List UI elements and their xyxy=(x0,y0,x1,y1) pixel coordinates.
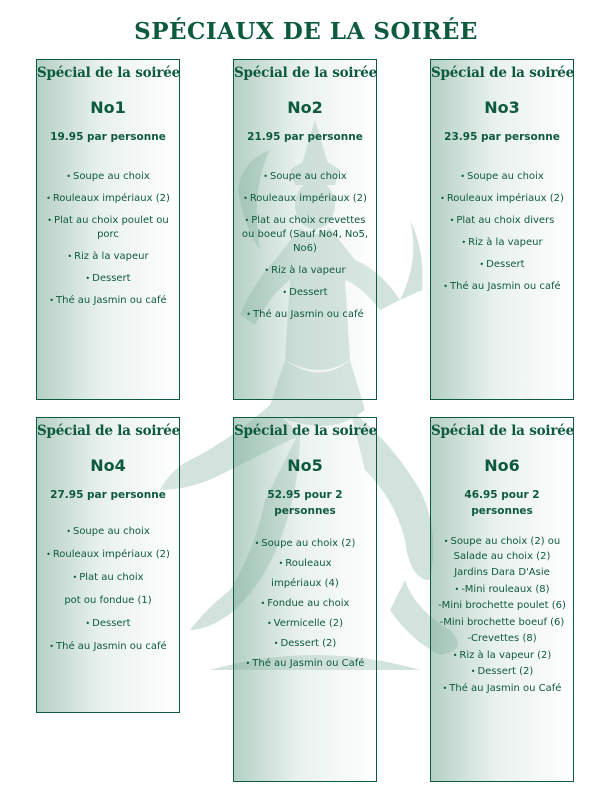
menu-item-text: Riz à la vapeur xyxy=(74,251,149,262)
bullet-icon: • xyxy=(443,282,449,291)
bullet-icon: • xyxy=(85,274,91,283)
menu-item-text: Soupe au choix xyxy=(72,526,150,537)
menu-item xyxy=(435,649,569,664)
bullet-icon: • xyxy=(254,539,260,548)
menu-item xyxy=(238,192,372,206)
menu-item-text: Dessert (2) xyxy=(477,666,534,677)
menu-item-text: Rouleaux xyxy=(285,558,332,569)
menu-item xyxy=(238,286,372,300)
bullet-icon: • xyxy=(66,527,71,536)
menu-item-text: Rouleaux impériaux (2) xyxy=(446,193,564,204)
menu-item xyxy=(435,632,569,647)
page-title: SPÉCIAUX DE LA SOIRÉE xyxy=(134,18,478,45)
menu-item-text: Dessert (2) xyxy=(280,638,337,649)
card-header: Spécial de la soirée xyxy=(234,65,378,81)
menu-item xyxy=(435,214,569,228)
menu-items-list xyxy=(431,170,573,294)
bullet-icon: • xyxy=(46,194,51,203)
bullet-icon: • xyxy=(452,650,458,660)
menu-item xyxy=(238,214,372,256)
menu-item-text: Rouleaux impériaux (2) xyxy=(52,193,170,204)
bullet-icon: • xyxy=(443,537,449,546)
menu-item xyxy=(238,308,372,322)
menu-item-text: Riz à la vapeur xyxy=(468,237,543,248)
bullet-icon: • xyxy=(461,238,467,247)
special-card-4 xyxy=(36,417,180,713)
menu-item xyxy=(41,617,175,631)
special-card-1 xyxy=(36,59,180,400)
card-number: No6 xyxy=(484,456,520,475)
menu-item xyxy=(238,657,372,671)
menu-item xyxy=(238,637,372,651)
menu-item xyxy=(41,192,175,206)
menu-item-text: Thé au Jasmin ou café xyxy=(56,295,167,306)
menu-item-text: Plat au choix divers xyxy=(456,215,555,226)
menu-item xyxy=(238,577,372,591)
card-header: Spécial de la soirée xyxy=(431,423,575,439)
special-card-6 xyxy=(430,417,574,782)
menu-item-text: -Mini rouleaux (8) xyxy=(461,583,550,595)
menu-item xyxy=(41,525,175,539)
menu-item-text: Dessert xyxy=(289,287,328,298)
bullet-icon: • xyxy=(260,599,266,608)
menu-item-text: -Mini brochette boeuf (6) xyxy=(439,616,565,628)
menu-items-list xyxy=(234,537,376,671)
menu-items-list xyxy=(234,170,376,322)
menu-item xyxy=(41,170,175,184)
bullet-icon: • xyxy=(282,288,288,297)
menu-item-text: Dessert xyxy=(92,273,131,284)
bullet-icon: • xyxy=(246,310,252,319)
menu-item xyxy=(435,682,569,697)
menu-item xyxy=(238,557,372,571)
card-number: No4 xyxy=(90,456,126,475)
menu-item-text: Soupe au choix (2) ou Salade au choix (2) xyxy=(450,536,561,562)
menu-item xyxy=(238,170,372,184)
menu-item-text: Jardins Dara D'Asie xyxy=(454,567,550,578)
menu-item xyxy=(41,272,175,286)
menu-item-text: Thé au Jasmin ou café xyxy=(56,641,167,652)
menu-item-text: -Mini brochette poulet (6) xyxy=(438,600,566,611)
menu-item xyxy=(41,594,175,608)
menu-item-text: Thé au Jasmin ou café xyxy=(450,281,561,292)
card-header: Spécial de la soirée xyxy=(37,65,181,81)
bullet-icon: • xyxy=(460,172,465,181)
card-price: 27.95 par personne xyxy=(50,489,166,501)
menu-items-list xyxy=(37,170,179,308)
bullet-icon: • xyxy=(67,252,73,261)
bullet-icon: • xyxy=(243,194,248,203)
menu-item xyxy=(435,665,569,680)
menu-item-text: impériaux (4) xyxy=(271,578,339,589)
bullet-icon: • xyxy=(46,550,51,559)
special-card-2 xyxy=(233,59,377,400)
menu-item xyxy=(435,236,569,250)
menu-items-list xyxy=(431,535,573,696)
menu-item-text: Plat au choix crevettes ou boeuf (Sauf No4, No5, No6) xyxy=(241,215,369,254)
menu-items-list xyxy=(37,525,179,654)
menu-item xyxy=(41,294,175,308)
card-number: No5 xyxy=(287,456,323,475)
menu-item-text: pot ou fondue (1) xyxy=(64,595,152,606)
card-price: 23.95 par personne xyxy=(444,131,560,143)
menu-item xyxy=(435,535,569,564)
menu-item xyxy=(238,264,372,278)
card-number: No3 xyxy=(484,98,520,117)
bullet-icon: • xyxy=(49,642,55,651)
menu-item xyxy=(435,280,569,294)
menu-item-text: Soupe au choix xyxy=(269,171,347,182)
bullet-icon: • xyxy=(449,216,455,225)
menu-item-text: Riz à la vapeur xyxy=(271,265,346,276)
menu-item xyxy=(435,599,569,614)
bullet-icon: • xyxy=(442,683,448,693)
card-price: 52.95 pour 2 personnes xyxy=(267,489,343,517)
menu-item xyxy=(41,250,175,264)
bullet-icon: • xyxy=(263,172,268,181)
menu-item xyxy=(41,640,175,654)
bullet-icon: • xyxy=(278,559,284,568)
menu-item xyxy=(41,214,175,242)
menu-item-text: Thé au Jasmin ou café xyxy=(253,309,364,320)
bullet-icon: • xyxy=(47,216,52,225)
menu-item xyxy=(435,566,569,581)
card-price: 46.95 pour 2 personnes xyxy=(464,489,540,517)
menu-item xyxy=(435,170,569,184)
bullet-icon: • xyxy=(440,194,445,203)
menu-item-text: Riz à la vapeur (2) xyxy=(459,649,552,661)
menu-item xyxy=(435,583,569,598)
card-price: 21.95 par personne xyxy=(247,131,363,143)
menu-item-text: Fondue au choix xyxy=(267,598,350,609)
menu-item-text: Rouleaux impériaux (2) xyxy=(52,549,170,560)
menu-item-text: Plat au choix poulet ou porc xyxy=(53,215,169,240)
menu-item-text: Plat au choix xyxy=(79,572,144,583)
bullet-icon: • xyxy=(264,266,270,275)
card-header: Spécial de la soirée xyxy=(234,423,378,439)
bullet-icon: • xyxy=(273,639,279,648)
card-price: 19.95 par personne xyxy=(50,131,166,143)
menu-item xyxy=(435,258,569,272)
bullet-icon: • xyxy=(72,573,78,582)
menu-item-text: Soupe au choix xyxy=(72,171,150,182)
menu-item xyxy=(238,597,372,611)
special-card-3 xyxy=(430,59,574,400)
menu-item xyxy=(238,537,372,551)
bullet-icon: • xyxy=(85,619,91,628)
menu-item-text: Dessert xyxy=(92,618,131,629)
bullet-icon: • xyxy=(244,216,250,225)
menu-item-text: Vermicelle (2) xyxy=(273,618,344,629)
special-card-5 xyxy=(233,417,377,782)
menu-item-text: Thé au Jasmin ou Café xyxy=(252,658,365,669)
menu-item xyxy=(41,548,175,562)
menu-item-text: Dessert xyxy=(486,259,525,270)
card-header: Spécial de la soirée xyxy=(431,65,575,81)
menu-item xyxy=(41,571,175,585)
bullet-icon: • xyxy=(479,260,485,269)
card-number: No2 xyxy=(287,98,323,117)
menu-item xyxy=(435,616,569,631)
bullet-icon: • xyxy=(454,584,460,594)
card-header: Spécial de la soirée xyxy=(37,423,181,439)
bullet-icon: • xyxy=(245,659,251,668)
menu-item xyxy=(238,617,372,631)
bullet-icon: • xyxy=(66,172,71,181)
menu-item-text: -Crevettes (8) xyxy=(467,633,537,644)
bullet-icon: • xyxy=(266,619,272,628)
bullet-icon: • xyxy=(49,296,55,305)
menu-item-text: Soupe au choix (2) xyxy=(261,538,356,549)
menu-item-text: Soupe au choix xyxy=(466,171,544,182)
menu-item-text: Thé au Jasmin ou Café xyxy=(449,682,562,694)
menu-item-text: Rouleaux impériaux (2) xyxy=(249,193,367,204)
bullet-icon: • xyxy=(470,667,476,676)
menu-item xyxy=(435,192,569,206)
card-number: No1 xyxy=(90,98,126,117)
